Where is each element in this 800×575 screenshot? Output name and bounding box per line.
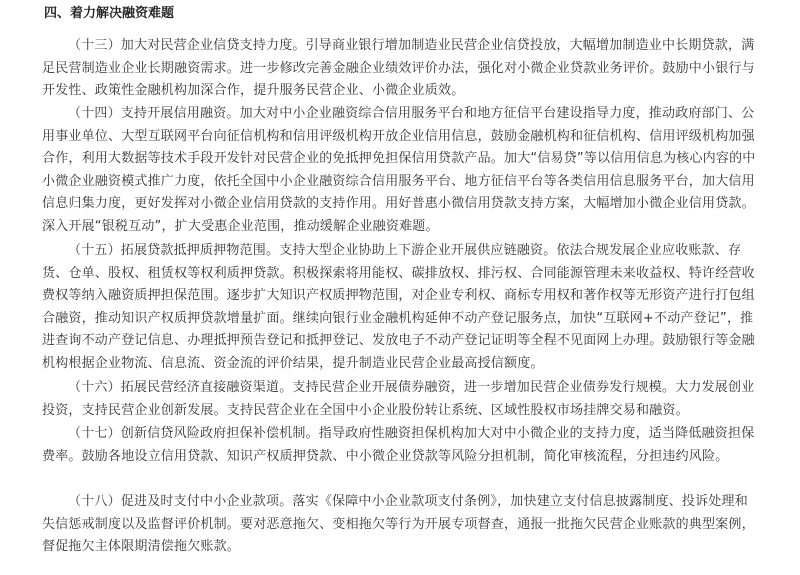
paragraph-18: （十八）促进及时支付中小企业款项。落实《保障中小企业款项支付条例》，加快建立支付信息披露制度、投诉处理和失信惩戒制度以及监督评价机制。要对恶意拖欠、变相拖欠等行为开展专项督查，通报一批拖欠民营企业账款的典型案例，督促拖欠主体限期清偿拖欠账款。: [42, 494, 755, 554]
paragraph-13: （十三）加大对民营企业信贷支持力度。引导商业银行增加制造业民营企业信贷投放，大幅增加制造业中长期贷款，满足民营制造业企业长期融资需求。进一步修改完善金融企业绩效评价办法，强化对小微企业贷款业务评价。鼓励中小银行与开发性、政策性金融机构加深合作，提升服务民营企业、小微企业质效。: [42, 38, 755, 98]
paragraph-16: （十六）拓展民营经济直接融资渠道。支持民营企业开展债券融资，进一步增加民营企业债券发行规模。大力发展创业投资，支持民营企业创新发展。支持民营企业在全国中小企业股份转让系统、区域性股权市场挂牌交易和融资。: [42, 380, 755, 418]
paragraph-14: （十四）支持开展信用融资。加大对中小企业融资综合信用服务平台和地方征信平台建设指导力度，推动政府部门、公用事业单位、大型互联网平台向征信机构和信用评级机构开放企业信用信息，鼓励金融机构和征信机构、信用评级机构加强合作，利用大数据等技术手段开发针对民营企业的免抵押免担保信用贷款产品。加大“信易贷”等以信用信息为核心内容的中小微企业融资模式推广力度，依托全国中小企业融资综合信用服务平台、地方征信平台等各类信用信息服务平台，加大信用信息归集力度，更好发挥对小微企业信用贷款的支持作用。用好普惠小微信用贷款支持方案，大幅增加小微企业信用贷款。深入开展“银税互动”，扩大受惠企业范围，推动缓解企业融资难题。: [42, 106, 756, 234]
section-heading: 四、着力解决融资难题: [44, 6, 175, 21]
paragraph-17: （十七）创新信贷风险政府担保补偿机制。指导政府性融资担保机构加大对中小微企业的支持力度，适当降低融资担保费率。鼓励各地设立信用贷款、知识产权质押贷款、中小微企业贷款等风险分担机制，简化审核流程，分担违约风险。: [42, 426, 755, 464]
paragraph-15: （十五）拓展贷款抵押质押物范围。支持大型企业协助上下游企业开展供应链融资。依法合规发展企业应收账款、存货、仓单、股权、租赁权等权利质押贷款。积极探索将用能权、碳排放权、排污权、合同能源管理未来收益权、特许经营收费权等纳入融资质押担保范围。逐步扩大知识产权质押物范围，对企业专利权、商标专用权和著作权等无形资产进行打包组合融资，推动知识产权质押贷款增量扩面。继续向银行业金融机构延伸不动产登记服务点，加快“互联网+不动产登记”，推进查询不动产登记信息、办理抵押预告登记和抵押登记、发放电子不动产登记证明等全程不见面网上办理。鼓励银行等金融机构根据企业物流、信息流、资金流的评价结果，提升制造业民营企业最高授信额度。: [42, 243, 755, 371]
